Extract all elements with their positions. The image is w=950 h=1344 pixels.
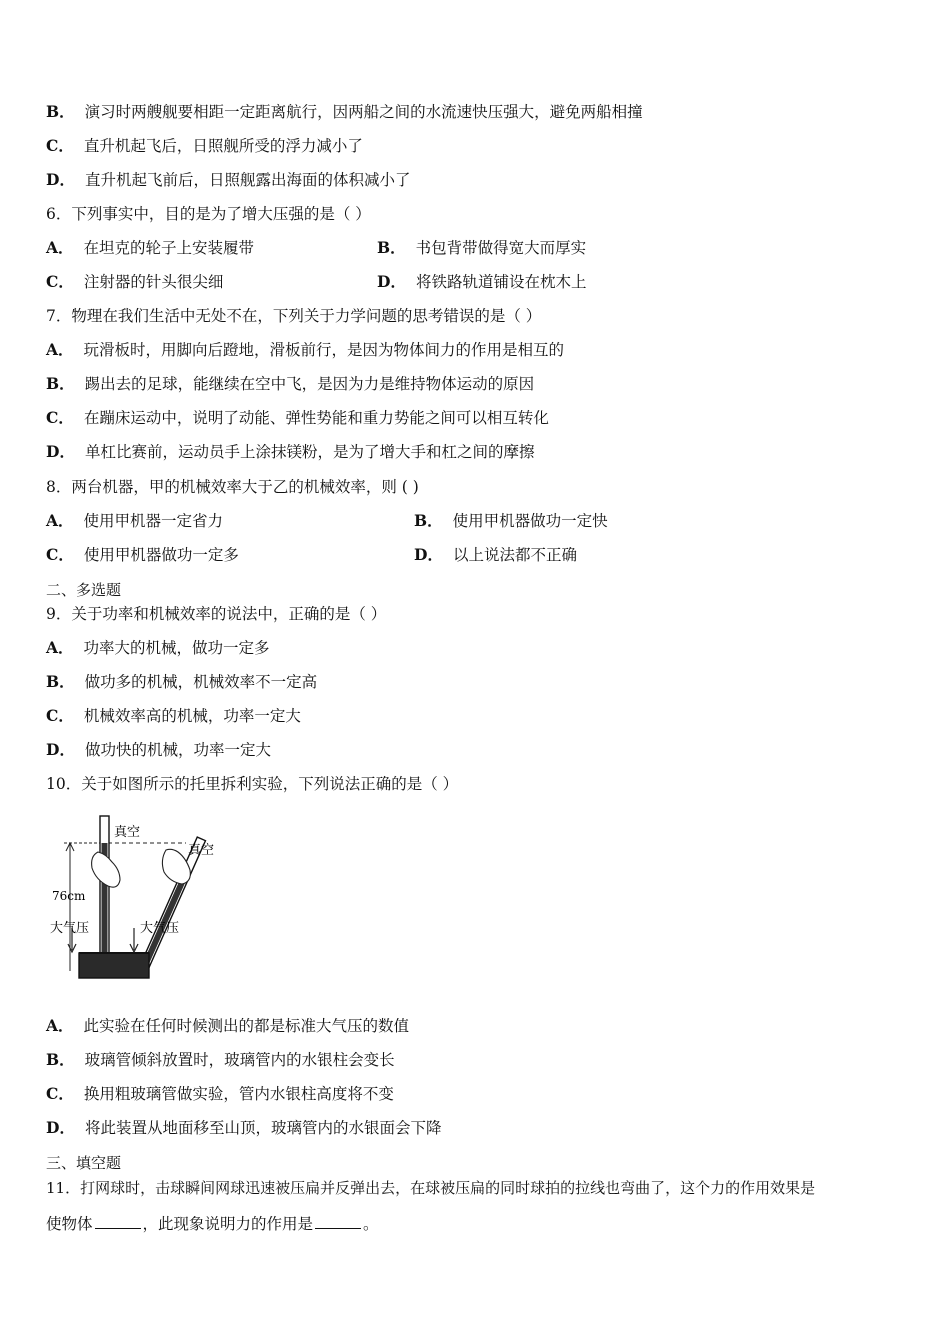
option-text: 将铁路轨道铺设在枕木上: [415, 273, 587, 291]
option-label: D．: [46, 740, 75, 759]
q6-stem: 6．下列事实中，目的是为了增大压强的是（ ）: [46, 205, 371, 223]
option-label: A．: [46, 511, 74, 530]
option-text: 功率大的机械，做功一定多: [83, 639, 270, 657]
q7-option-a: [46, 340, 564, 360]
q9-option-d: [46, 740, 271, 760]
option-label: D．: [377, 272, 406, 291]
option-text: 注射器的针头很尖细: [83, 273, 224, 291]
option-label: C．: [46, 408, 74, 427]
q7-option-c: [46, 408, 549, 428]
option-text: 踢出去的足球，能继续在空中飞，是因为力是维持物体运动的原因: [84, 375, 535, 393]
q6-option-a: [46, 238, 254, 258]
q7-option-d: [46, 442, 534, 462]
q10-option-c: [46, 1084, 394, 1104]
option-text: 单杠比赛前，运动员手上涂抹镁粉，是为了增大手和杠之间的摩擦: [84, 443, 535, 461]
option-label: C．: [46, 1084, 74, 1103]
option-label: A．: [46, 1016, 74, 1035]
q11-text-c: 。: [363, 1215, 379, 1233]
option-label: A．: [46, 638, 74, 657]
option-text: 将此装置从地面移至山顶，玻璃管内的水银面会下降: [84, 1119, 442, 1137]
option-label: C．: [46, 545, 74, 564]
q8-stem: 8．两台机器，甲的机械效率大于乙的机械效率，则 ( ): [46, 478, 419, 496]
option-text: 玩滑板时，用脚向后蹬地，滑板前行，是因为物体间力的作用是相互的: [83, 341, 565, 359]
q11-text-b: ，此现象说明力的作用是: [142, 1215, 314, 1233]
q9-option-b: [46, 672, 317, 692]
label-vacuum-right: 真空: [188, 843, 215, 858]
option-label: B．: [414, 511, 443, 530]
left-hand: [92, 852, 120, 887]
q8-option-d: [414, 545, 577, 565]
option-text: 书包背带做得宽大而厚实: [415, 239, 587, 257]
q5-option-c: [46, 136, 363, 156]
label-vacuum-left: 真空: [114, 825, 141, 840]
option-label: B．: [46, 672, 75, 691]
q7-stem: 7．物理在我们生活中无处不在，下列关于力学问题的思考错误的是（ ）: [46, 307, 542, 325]
q8-option-a: [46, 511, 223, 531]
q6-option-b: [377, 238, 586, 258]
option-label: D．: [46, 442, 75, 461]
option-text: 机械效率高的机械，功率一定大: [83, 707, 301, 725]
option-text: 直升机起飞后，日照舰所受的浮力减小了: [83, 137, 363, 155]
q10-option-d: [46, 1118, 441, 1138]
label-pressure-left: 大气压: [50, 921, 90, 936]
option-text: 换用粗玻璃管做实验，管内水银柱高度将不变: [83, 1085, 394, 1103]
option-text: 演习时两艘舰要相距一定距离航行，因两船之间的水流速快压强大，避免两船相撞: [84, 103, 643, 121]
option-text: 此实验在任何时候测出的都是标准大气压的数值: [83, 1017, 410, 1035]
label-pressure-right: 大气压: [140, 921, 180, 936]
q7-option-b: [46, 374, 534, 394]
option-label: B．: [46, 1050, 75, 1069]
option-label: C．: [46, 136, 74, 155]
option-label: B．: [377, 238, 406, 257]
option-label: C．: [46, 706, 74, 725]
q10-option-b: [46, 1050, 395, 1070]
torricelli-figure: [46, 802, 236, 984]
q5-option-d: [46, 170, 410, 190]
option-label: D．: [46, 1118, 75, 1137]
option-label: A．: [46, 340, 74, 359]
q11-line2: [46, 1214, 379, 1234]
option-label: D．: [414, 545, 443, 564]
q8-option-c: [46, 545, 239, 565]
option-label: C．: [46, 272, 74, 291]
option-label: B．: [46, 102, 75, 121]
option-text: 玻璃管倾斜放置时，玻璃管内的水银柱会变长: [84, 1051, 395, 1069]
option-label: A．: [46, 238, 74, 257]
q6-option-c: [46, 272, 223, 292]
option-text: 使用甲机器一定省力: [83, 512, 224, 530]
option-text: 使用甲机器做功一定快: [452, 512, 608, 530]
q11-blank-1[interactable]: [95, 1214, 141, 1229]
q11-blank-2[interactable]: [315, 1214, 361, 1229]
option-text: 做功快的机械，功率一定大: [84, 741, 271, 759]
q6-option-d: [377, 272, 586, 292]
q10-stem: 10．关于如图所示的托里拆利实验，下列说法正确的是（ ）: [46, 775, 459, 793]
q9-stem: 9．关于功率和机械效率的说法中，正确的是（ ）: [46, 605, 387, 623]
option-text: 做功多的机械，机械效率不一定高: [84, 673, 318, 691]
section-multi-choice: 二、多选题: [46, 581, 122, 599]
label-height: 76cm: [52, 889, 86, 903]
right-hand: [162, 849, 190, 884]
option-text: 直升机起飞前后，日照舰露出海面的体积减小了: [84, 171, 411, 189]
option-label: B．: [46, 374, 75, 393]
q8-option-b: [414, 511, 608, 531]
option-text: 使用甲机器做功一定多: [83, 546, 239, 564]
option-text: 在蹦床运动中，说明了动能、弹性势能和重力势能之间可以相互转化: [83, 409, 549, 427]
option-label: D．: [46, 170, 75, 189]
option-text: 在坦克的轮子上安装履带: [83, 239, 255, 257]
q10-option-a: [46, 1016, 409, 1036]
mercury-dish: [79, 953, 149, 978]
section-fill-blank: 三、填空题: [46, 1154, 122, 1172]
q11-text-a: 使物体: [46, 1215, 93, 1233]
option-text: 以上说法都不正确: [452, 546, 577, 564]
q5-option-b: [46, 102, 643, 122]
q11-line1: 11．打网球时，击球瞬间网球迅速被压扁并反弹出去，在球被压扁的同时球拍的拉线也弯曲了，这个力的作用效果是: [46, 1179, 816, 1197]
q9-option-c: [46, 706, 301, 726]
q9-option-a: [46, 638, 270, 658]
